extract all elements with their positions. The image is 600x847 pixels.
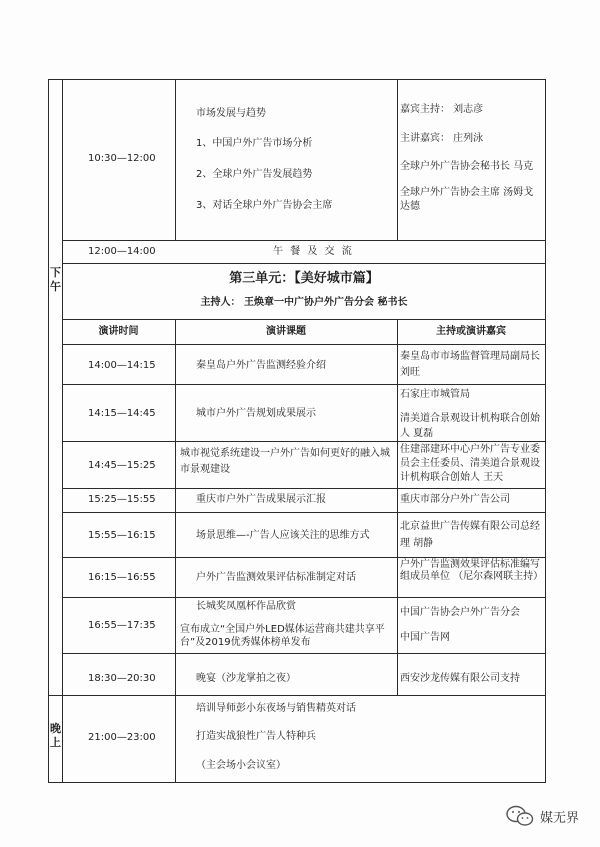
table-border [175,79,176,240]
session-topic: 1、中国户外广告市场分析 [196,138,313,149]
session-guest: 主讲嘉宾： 庄列泳 [400,133,484,144]
session-time: 10:30—12:00 [88,153,156,164]
header-topic: 演讲课题 [266,326,306,337]
evening-time: 21:00—23:00 [88,732,156,743]
row-time: 15:25—15:55 [88,494,156,505]
table-border [62,384,546,385]
evening-item: 培训导师彭小东夜场与销售精英对话 [196,703,356,714]
period-evening: 上 [50,736,61,749]
period-afternoon: 午 [50,280,61,293]
session-guest: 全球户外广告协会秘书长 马克 [400,161,534,172]
session-topic: 3、对话全球户外广告协会主席 [196,200,333,211]
table-border [62,597,546,598]
table-border [62,441,546,442]
row-topic: 城市视觉系统建设一户外广告如何更好的融入城市景观建设 [180,448,390,475]
table-border [62,653,546,654]
watermark-text: 媒无界 [540,810,580,826]
row-topic: 重庆市户外广告成果展示汇报 [196,494,326,505]
table-border [48,695,546,696]
table-border [62,319,546,320]
row-guest: 石家庄市城管局 [400,389,470,400]
session-topic: 市场发展与趋势 [196,108,266,119]
table-border [545,79,546,782]
row-topic: 秦皇岛户外广告监测经验介绍 [196,360,326,371]
row-time: 16:15—16:55 [88,572,156,583]
row-guest: 重庆市部分户外广告公司 [400,494,510,505]
table-border [397,79,398,240]
row-time: 18:30—20:30 [88,673,156,684]
session-topic: 2、全球户外广告发展趋势 [196,169,313,180]
table-border [62,79,63,782]
row-topic: 宣布成立“全国户外LED媒体运营商共建共享平台”及2019优秀媒体榜单发布 [180,624,385,648]
lunch-time: 12:00—14:00 [88,246,156,257]
table-border [62,488,546,489]
header-time: 演讲时间 [98,326,139,337]
row-time: 14:15—14:45 [88,408,156,419]
table-border [62,344,546,345]
row-guest: 中国广告网 [400,632,450,643]
row-guest: 中国广告协会户外广告分会 [400,607,520,618]
session-guest: 全球户外广告协会主席 汤姆戈达德 [400,187,534,212]
unit-title: 第三单元：【美好城市篇】 [229,271,379,286]
table-border [175,695,176,782]
table-border [397,319,398,695]
session-guest: 嘉宾主持： 刘志彦 [400,104,484,115]
row-guest: 户外广告监测效果评估标准编写组成员单位 （尼尔森网联主持） [400,559,544,582]
row-guest: 西安沙龙传媒有限公司支持 [400,673,520,684]
table-border [48,79,546,80]
row-time: 16:55—17:35 [88,620,156,631]
period-evening: 晚 [50,722,61,735]
evening-item: （主会场小会议室） [196,760,286,771]
table-border [62,512,546,513]
unit-host: 主持人： 王焕章一中广协户外广告分会 秘书长 [200,297,408,308]
row-topic: 场景思维—-广告人应该关注的思维方式 [196,530,370,541]
lunch-label: 午 餐 及 交 流 [273,246,354,257]
table-border [62,240,546,241]
row-guest: 住建部建环中心户外广告专业委员会主任委员、清美道合景观设计机构联合创始人 王天 [400,444,540,483]
row-topic: 户外广告监测效果评估标准制定对话 [196,572,356,583]
table-border [175,319,176,695]
row-guest: 清美道合景观设计机构联合创始人 夏磊 [400,413,540,439]
row-topic: 城市户外广告规划成果展示 [196,408,316,419]
table-border [48,79,49,782]
row-topic: 晚宴（沙龙掌拍之夜） [196,673,296,684]
evening-item: 打造实战狼性广告人特种兵 [196,731,316,742]
table-border [62,557,546,558]
row-guest: 秦皇岛市市场监督管理局副局长 刘旺 [400,351,540,378]
row-time: 15:55—16:15 [88,530,156,541]
row-topic: 长城奖凤凰杯作品欣赏 [196,601,296,612]
table-border [62,263,546,264]
row-guest: 北京益世广告传媒有限公司总经理 胡静 [400,521,540,549]
wechat-icon [506,805,534,827]
row-time: 14:45—15:25 [88,460,156,471]
row-time: 14:00—14:15 [88,360,156,371]
period-afternoon: 下 [50,266,61,279]
table-border [48,782,546,783]
watermark [506,805,579,827]
header-guest: 主持或演讲嘉宾 [436,326,506,337]
